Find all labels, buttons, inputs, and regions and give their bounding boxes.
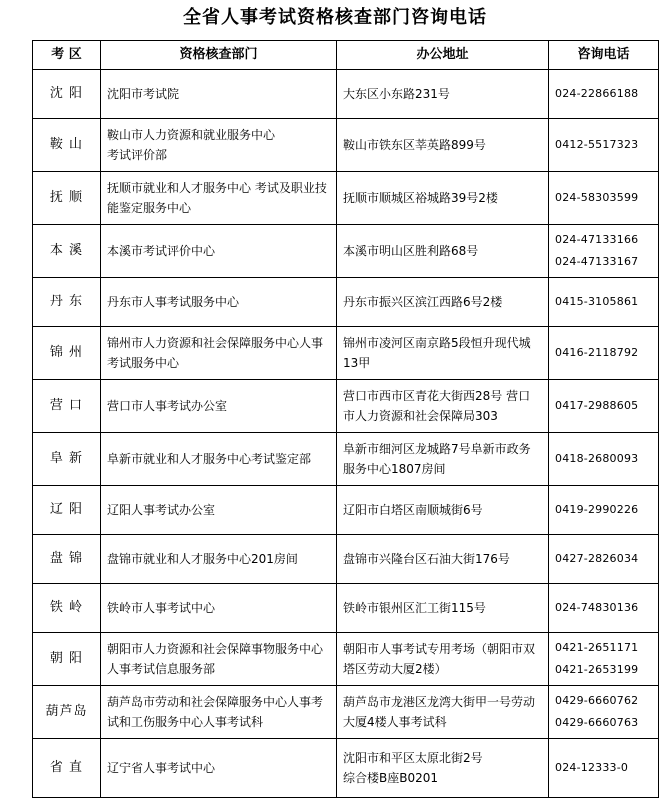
table-row [33,119,659,172]
cell-phone [549,633,659,686]
table-row [33,633,659,686]
cell-area: 丹 东 [33,278,101,327]
cell-area: 锦 州 [33,327,101,380]
phone-number: 0421-2651171 [555,641,639,654]
cell-area: 营 口 [33,380,101,433]
cell-department: 沈阳市考试院 [101,70,337,119]
cell-department: 葫芦岛市劳动和社会保障服务中心人事考试和工伤服务中心人事考试科 [101,686,337,739]
cell-phone [549,535,659,584]
cell-phone [549,172,659,225]
cell-area: 盘 锦 [33,535,101,584]
cell-phone [549,486,659,535]
table-body [33,70,659,798]
cell-address: 沈阳市和平区太原北街2号 综合楼B座B0201 [337,739,549,798]
cell-area: 朝 阳 [33,633,101,686]
table-row [33,433,659,486]
table-row [33,70,659,119]
phone-number: 024-47133166 [555,233,639,246]
cell-address: 本溪市明山区胜利路68号 [337,225,549,278]
cell-department: 阜新市就业和人才服务中心考试鉴定部 [101,433,337,486]
cell-area: 省 直 [33,739,101,798]
cell-area: 抚 顺 [33,172,101,225]
phone-number: 0417-2988605 [555,399,639,412]
table-row [33,486,659,535]
cell-department: 丹东市人事考试服务中心 [101,278,337,327]
cell-address: 营口市西市区青花大街西28号 营口市人力资源和社会保障局303 [337,380,549,433]
cell-address: 鞍山市铁东区莘英路899号 [337,119,549,172]
cell-department: 盘锦市就业和人才服务中心201房间 [101,535,337,584]
cell-phone [549,739,659,798]
cell-department: 锦州市人力资源和社会保障服务中心人事考试服务中心 [101,327,337,380]
phone-number: 0421-2653199 [555,663,639,676]
cell-area: 本 溪 [33,225,101,278]
cell-address: 锦州市凌河区南京路5段恒升现代城13甲 [337,327,549,380]
cell-address: 丹东市振兴区滨江西路6号2楼 [337,278,549,327]
cell-phone [549,686,659,739]
phone-number: 0427-2826034 [555,552,639,565]
cell-area: 沈 阳 [33,70,101,119]
phone-number: 024-12333-0 [555,761,629,774]
cell-address: 辽阳市白塔区南顺城街6号 [337,486,549,535]
cell-phone [549,70,659,119]
cell-department: 鞍山市人力资源和就业服务中心 考试评价部 [101,119,337,172]
phone-number: 024-74830136 [555,601,639,614]
table-header-row [33,41,659,70]
page-title: 全省人事考试资格核查部门咨询电话 [183,7,487,28]
phone-number: 0416-2118792 [555,346,639,359]
cell-phone [549,225,659,278]
table-row [33,172,659,225]
cell-address: 抚顺市顺城区裕城路39号2楼 [337,172,549,225]
cell-department: 抚顺市就业和人才服务中心 考试及职业技能鉴定服务中心 [101,172,337,225]
cell-address: 葫芦岛市龙港区龙湾大街甲一号劳动大厦4楼人事考试科 [337,686,549,739]
cell-area: 辽 阳 [33,486,101,535]
header-area: 考 区 [33,41,101,70]
cell-area: 阜 新 [33,433,101,486]
cell-phone [549,584,659,633]
cell-area: 葫芦岛 [33,686,101,739]
table-row [33,584,659,633]
cell-area: 鞍 山 [33,119,101,172]
header-dept: 资格核查部门 [101,41,337,70]
table-row [33,535,659,584]
cell-address: 铁岭市银州区汇工街115号 [337,584,549,633]
cell-phone [549,380,659,433]
header-phone: 咨询电话 [549,41,659,70]
phone-number: 0419-2990226 [555,503,639,516]
cell-phone [549,327,659,380]
table-row [33,327,659,380]
cell-area: 铁 岭 [33,584,101,633]
cell-phone [549,119,659,172]
table-row [33,278,659,327]
table-row [33,380,659,433]
phone-number: 0429-6660763 [555,716,639,729]
cell-phone [549,278,659,327]
cell-address: 阜新市细河区龙城路7号阜新市政务服务中心1807房间 [337,433,549,486]
cell-department: 辽宁省人事考试中心 [101,739,337,798]
phone-number: 024-58303599 [555,191,639,204]
phone-number: 0418-2680093 [555,452,639,465]
phone-number: 0415-3105861 [555,295,639,308]
cell-department: 铁岭市人事考试中心 [101,584,337,633]
contact-table [32,40,659,798]
phone-number: 024-47133167 [555,255,639,268]
cell-phone [549,433,659,486]
cell-address: 盘锦市兴隆台区石油大街176号 [337,535,549,584]
phone-number: 0429-6660762 [555,694,639,707]
cell-department: 朝阳市人力资源和社会保障事物服务中心人事考试信息服务部 [101,633,337,686]
table-row [33,739,659,798]
table-row [33,686,659,739]
header-address: 办公地址 [337,41,549,70]
cell-department: 本溪市考试评价中心 [101,225,337,278]
cell-address: 大东区小东路231号 [337,70,549,119]
cell-department: 辽阳人事考试办公室 [101,486,337,535]
cell-department: 营口市人事考试办公室 [101,380,337,433]
cell-address: 朝阳市人事考试专用考场（朝阳市双塔区劳动大厦2楼） [337,633,549,686]
table-row [33,225,659,278]
phone-number: 0412-5517323 [555,138,639,151]
phone-number: 024-22866188 [555,87,639,100]
